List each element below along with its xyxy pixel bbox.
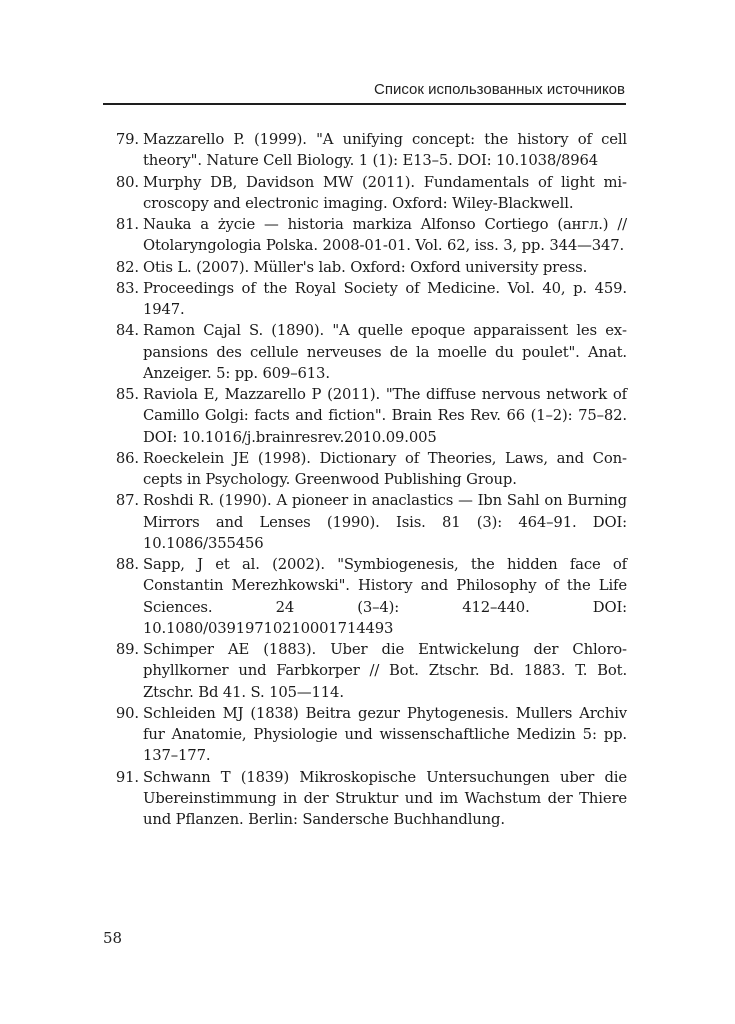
reference-text: Schwann T (1839) Mikroskopische Untersuchungen uber die Ubereinstimmung in der Struktur und im Wachstum der Thiere und Pflanzen. Berlin: Sandersche Buchhandlung. [143,768,627,828]
reference-text: Otis L. (2007). Müller's lab. Oxford: Oxford university press. [143,258,588,276]
reference-text: Proceedings of the Royal Society of Medicine. Vol. 40, p. 459. 1947. [143,279,627,318]
reference-item-82 [103,257,627,278]
reference-number: 88. [115,556,139,573]
reference-text: Ramon Cajal S. (1890). "A quelle epoque apparaissent les expansions des cellule nerveuses de la moelle du poulet". Anat. Anzeiger. 5: pp. 609–613. [143,322,627,382]
reference-text: Murphy DB, Davidson MW (2011). Fundamentals of light microscopy and electronic imaging. Oxford: Wiley-Blackwell. [143,173,627,212]
reference-item-84 [103,320,627,384]
reference-number: 91. [115,768,139,786]
reference-number: 87. [115,492,139,510]
reference-item-90 [103,703,627,767]
reference-item-88 [103,554,627,639]
reference-item-79 [103,129,627,172]
reference-text: Schleiden MJ (1838) Beitra gezur Phytogenesis. Mullers Archiv fur Anatomie, Physiologie und wissenschaftliche Medizin 5: pp. 137–177. [143,704,627,765]
reference-item-89 [103,639,627,703]
reference-number: 84. [115,322,139,340]
reference-text: Sapp, J et al. (2002). "Symbiogenesis, the hidden face of Constantin Merezhkowski". History and Philosophy of the Life Sciences. 24 (3–4): 412–440. DOI: 10.1080/03919710210001714493 [143,556,627,637]
page-number: 58 [103,929,123,947]
reference-text: Nauka a życie — historia markiza Alfonso Cortiego (англ.) // Otolaryngologia Polska. 2008-01-01. Vol. 62, iss. 3, pp. 344—347. [143,216,627,255]
reference-number: 80. [115,173,139,191]
running-head: Список использованных источников [374,81,625,98]
header-rule [103,103,626,105]
reference-number: 83. [115,279,139,297]
reference-item-81 [103,214,627,257]
reference-item-85 [103,384,627,448]
reference-text: Schimper AE (1883). Uber die Entwickelung der Chlorophyllkorner und Farbkorper // Bot. Ztschr. Bd. 1883. T. Bot. Ztschr. Bd 41. S. 105—114. [143,641,627,701]
reference-number: 85. [115,386,139,403]
reference-text: Raviola E, Mazzarello P (2011). "The diffuse nervous network of Camillo Golgi: facts and fiction". Brain Res Rev. 66 (1–2): 75–82. DOI: 10.1016/j.brainresrev.2010.09.005 [143,386,627,446]
reference-item-86 [103,448,627,491]
reference-number: 90. [115,704,139,722]
reference-number: 81. [115,216,139,233]
reference-list [103,129,627,830]
reference-item-80 [103,172,627,215]
reference-item-87 [103,490,627,554]
reference-text: Roshdi R. (1990). A pioneer in anaclastics — Ibn Sahl on Burning Mirrors and Lenses (1990). Isis. 81 (3): 464–91. DOI: 10.1086/355456 [143,492,627,552]
reference-number: 89. [115,641,139,658]
reference-number: 79. [115,131,139,148]
reference-item-83 [103,278,627,321]
reference-number: 82. [115,258,139,276]
reference-item-91 [103,767,627,831]
reference-number: 86. [115,449,139,467]
reference-text: Mazzarello P. (1999). "A unifying concept: the history of cell theory". Nature Cell Biology. 1 (1): E13–5. DOI: 10.1038/8964 [143,131,627,170]
reference-text: Roeckelein JE (1998). Dictionary of Theories, Laws, and Concepts in Psychology. Greenwood Publishing Group. [143,449,627,488]
